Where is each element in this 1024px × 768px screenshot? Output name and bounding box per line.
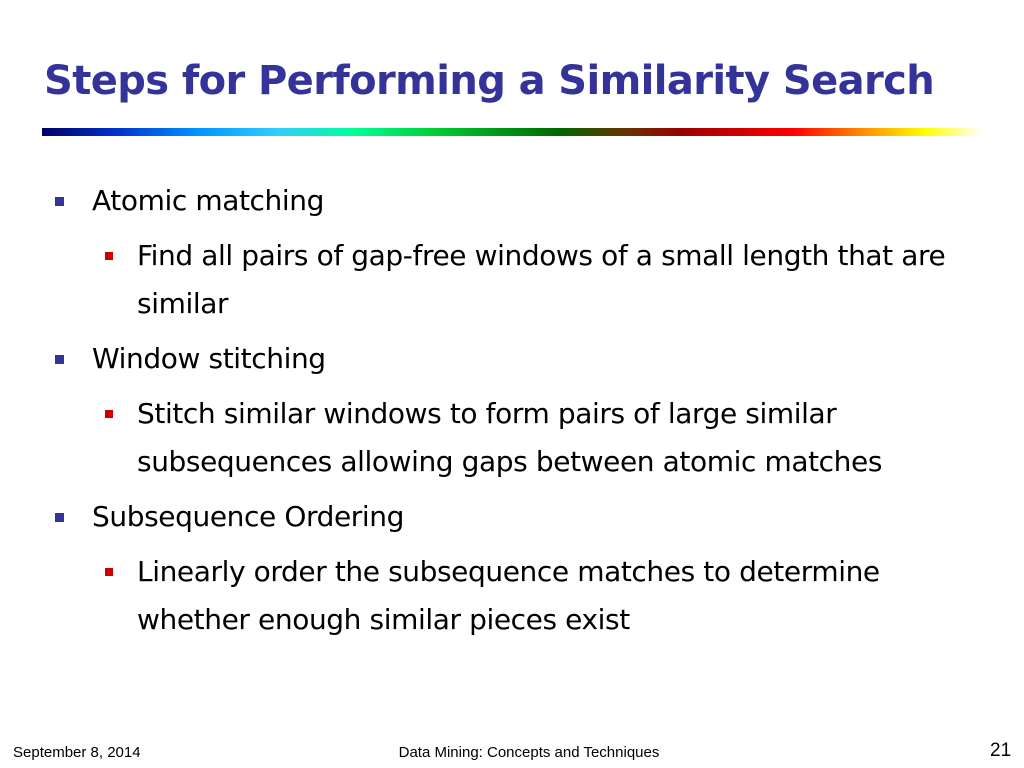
- square-bullet-icon: [105, 252, 113, 260]
- page-number: 21: [990, 740, 1012, 761]
- title-gradient-rule: [42, 128, 982, 136]
- bullet-text: Atomic matching: [92, 184, 324, 217]
- sub-bullet-subsequence-ordering: [0, 548, 1024, 644]
- sub-bullet-window-stitching: [0, 390, 1024, 486]
- square-bullet-icon: [55, 355, 64, 364]
- square-bullet-icon: [55, 513, 64, 522]
- square-bullet-icon: [105, 410, 113, 418]
- footer-title: Data Mining: Concepts and Techniques: [398, 744, 660, 761]
- bullet-text: Subsequence Ordering: [92, 500, 404, 533]
- footer-date: September 8, 2014: [13, 744, 141, 761]
- square-bullet-icon: [105, 568, 113, 576]
- sub-bullet-text: Stitch similar windows to form pairs of large similar subsequences allowing gaps between atomic matches: [137, 397, 883, 478]
- slide-title: Steps for Performing a Similarity Search: [44, 58, 935, 104]
- sub-bullet-text: Linearly order the subsequence matches to determine whether enough similar pieces exist: [137, 555, 880, 636]
- square-bullet-icon: [55, 197, 64, 206]
- sub-bullet-text: Find all pairs of gap-free windows of a small length that are similar: [137, 239, 946, 320]
- bullet-text: Window stitching: [92, 342, 326, 375]
- bullet-window-stitching: [0, 336, 1024, 382]
- bullet-subsequence-ordering: [0, 494, 1024, 540]
- sub-bullet-atomic-matching: [0, 232, 1024, 328]
- bullet-atomic-matching: [0, 178, 1024, 224]
- slide-content: [0, 178, 1024, 652]
